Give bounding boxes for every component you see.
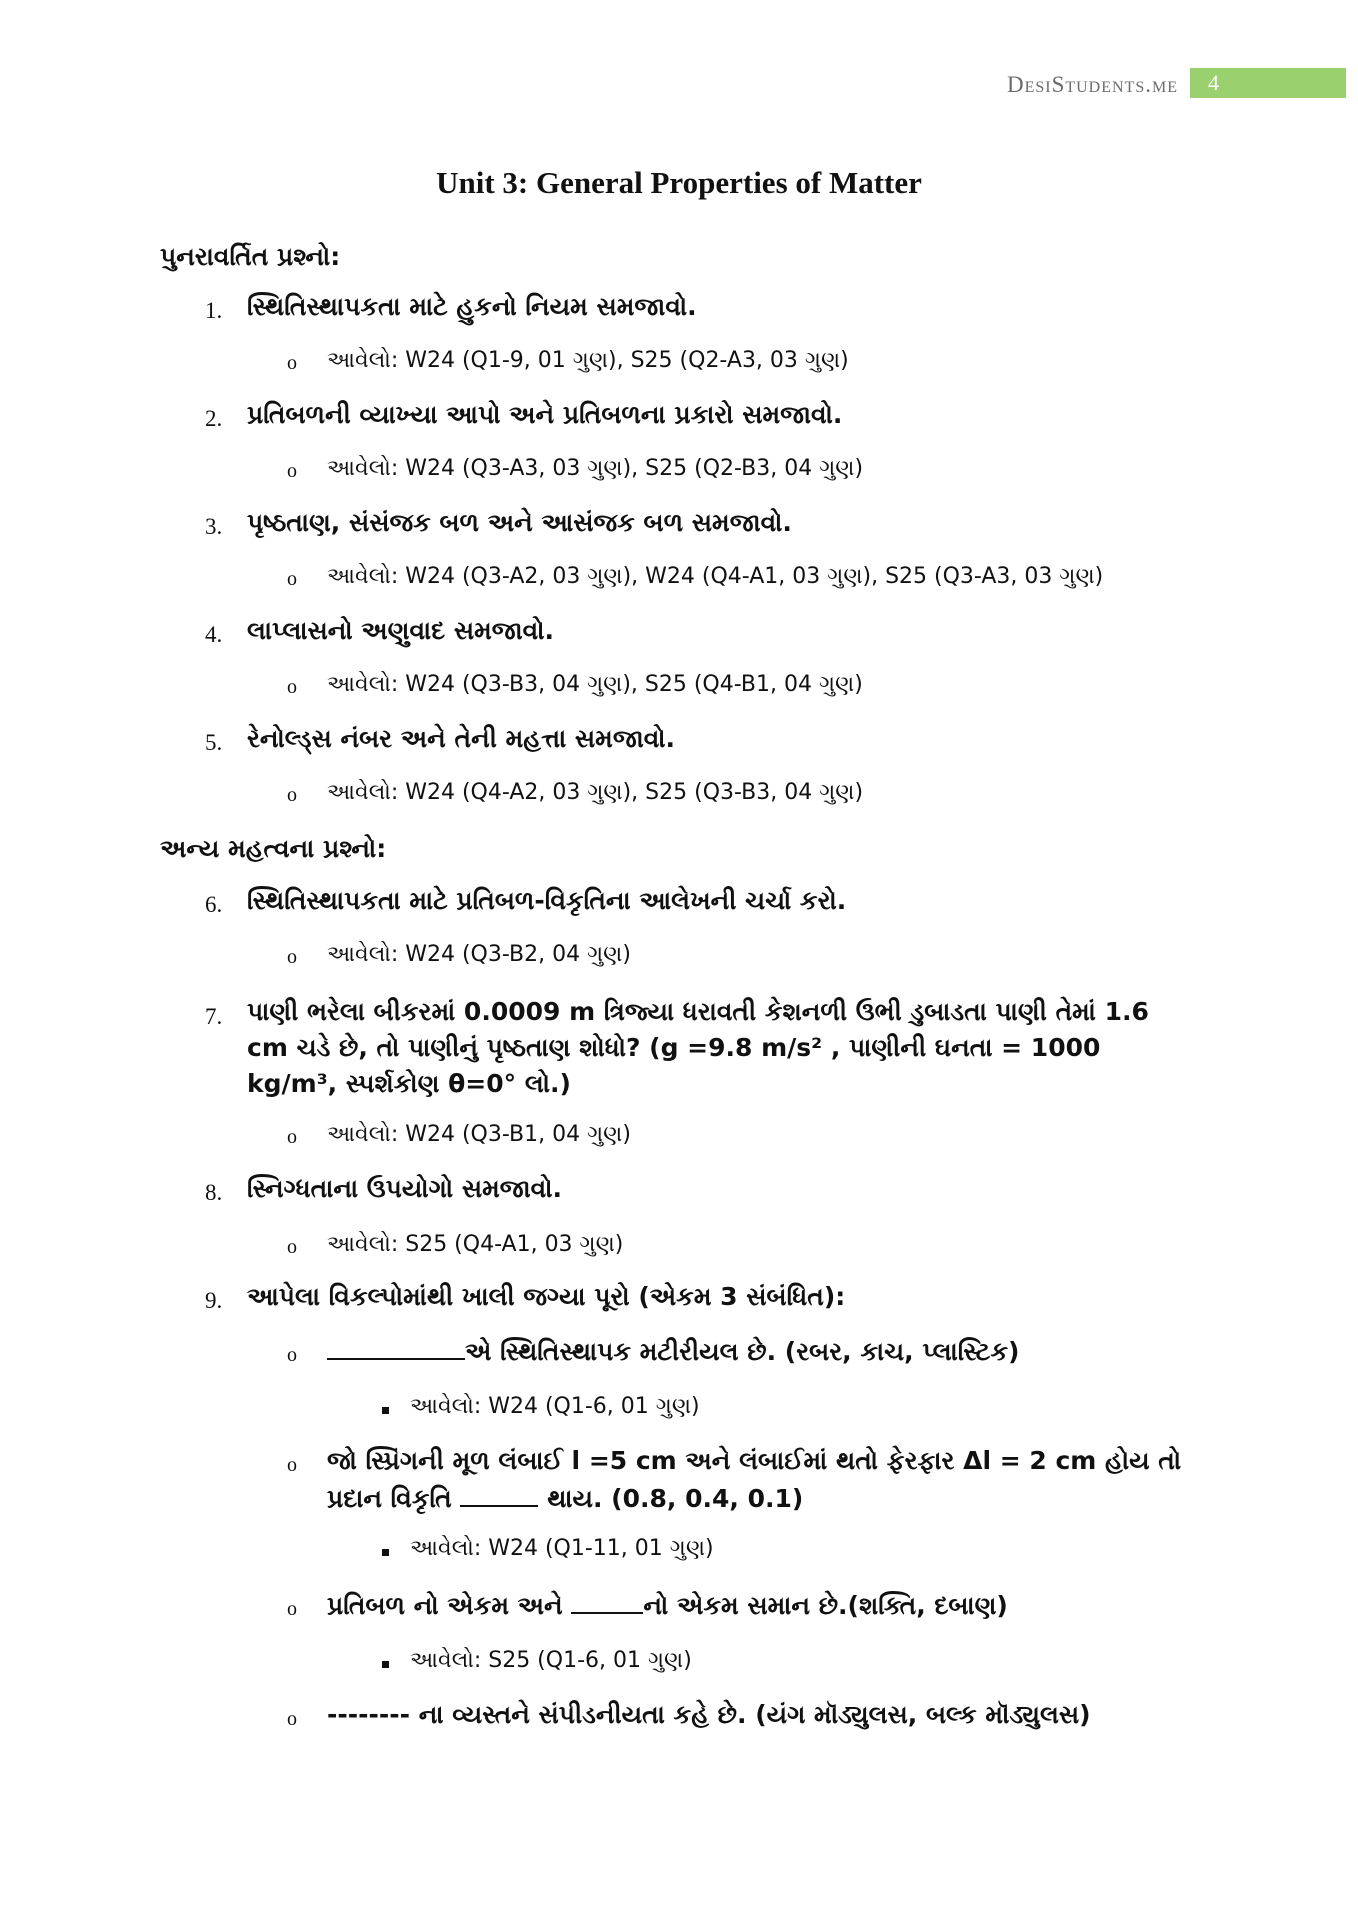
square-bullet-icon — [382, 1661, 389, 1668]
bullet-icon: o — [287, 352, 297, 374]
fill-blank-text: પ્રતિબળ નો એકમ અને — [327, 1591, 563, 1620]
bullet-icon: o — [287, 1598, 297, 1620]
question-number: 1. — [205, 298, 223, 323]
asked-info: આવેલો: W24 (Q3-B3, 04 ગુણ), S25 (Q4-B1, 04 ગુણ) — [327, 672, 863, 697]
page-title: Unit 3: General Properties of Matter — [436, 165, 922, 200]
bullet-icon: o — [287, 1708, 297, 1730]
question-number: 9. — [205, 1288, 223, 1313]
question-number: 4. — [205, 622, 223, 647]
asked-info: આવેલો: W24 (Q3-B1, 04 ગુણ) — [327, 1122, 631, 1147]
asked-info: આવેલો: S25 (Q1-6, 01 ગુણ) — [410, 1648, 692, 1673]
fill-blank-text: જો સ્પ્રિંગની મૂળ લંબાઈ l =5 cm અને લંબાઈમાં થતો ફેરફાર Δl = 2 cm હોય તો પ્રદાન વિકૃતિ — [327, 1446, 1182, 1513]
asked-info: આવેલો: W24 (Q4-A2, 03 ગુણ), S25 (Q3-B3, 04 ગુણ) — [327, 780, 864, 805]
site-name: DesiStudents.me — [1006, 72, 1178, 97]
question-text: લાપ્લાસનો અણુવાદ સમજાવો. — [247, 616, 554, 645]
fill-blank-text: નો એકમ સમાન છે.(શક્તિ, દબાણ) — [643, 1591, 1008, 1620]
page-number: 4 — [1208, 70, 1219, 95]
blank-line — [571, 1590, 643, 1614]
blank-line — [327, 1336, 465, 1360]
bullet-icon: o — [287, 676, 297, 698]
bullet-icon: o — [287, 1236, 297, 1258]
asked-info: આવેલો: W24 (Q1-6, 01 ગુણ) — [410, 1394, 700, 1419]
question-number: 2. — [205, 406, 223, 431]
bullet-icon: o — [287, 784, 297, 806]
section-heading-repeated: પુનરાવર્તિત પ્રશ્નો: — [160, 242, 341, 271]
question-text: પ્રતિબળની વ્યાખ્યા આપો અને પ્રતિબળના પ્રકારો સમજાવો. — [247, 400, 843, 429]
question-number: 6. — [205, 892, 223, 917]
bullet-icon: o — [287, 1126, 297, 1148]
question-text: પાણી ભરેલા બીકરમાં 0.0009 m ત્રિજ્યા ધરાવતી કેશનળી ઉભી ડુબાડતા પાણી તેમાં 1.6 cm ચડે છે, તો પાણીનું પૃષ્ઠતાણ શોધો? (g =9.8 m/s² , પાણીની ઘનતા = 1000 kg/m³, સ્પર્શકોણ θ=0° લો.) — [247, 997, 1149, 1098]
fill-blank-item — [327, 1700, 1091, 1730]
fill-blank-item — [327, 1590, 1008, 1621]
asked-info: આવેલો: S25 (Q4-A1, 03 ગુણ) — [327, 1232, 624, 1257]
question-text: રેનોલ્ડ્સ નંબર અને તેની મહત્તા સમજાવો. — [247, 724, 676, 753]
question-number: 5. — [205, 730, 223, 755]
square-bullet-icon — [382, 1407, 389, 1414]
bullet-icon: o — [287, 946, 297, 968]
fill-blank-text: થાય. (0.8, 0.4, 0.1) — [547, 1484, 804, 1513]
bullet-icon: o — [287, 1454, 297, 1476]
fill-blank-text: -------- — [327, 1700, 411, 1729]
question-number: 3. — [205, 514, 223, 539]
question-text: સ્થિતિસ્થાપકતા માટે હુકનો નિયમ સમજાવો. — [247, 292, 697, 321]
fill-blank-text: એ સ્થિતિસ્થાપક મટીરીયલ છે. (રબર, કાચ, પ્લાસ્ટિક) — [465, 1337, 1020, 1366]
question-text: પૃષ્ઠતાણ, સંસંજક બળ અને આસંજક બળ સમજાવો. — [247, 508, 792, 537]
question-number: 7. — [205, 1004, 223, 1029]
square-bullet-icon — [382, 1549, 389, 1556]
fill-blank-item — [327, 1336, 1019, 1367]
fill-blank-text: ના વ્યસ્તને સંપીડનીયતા કહે છે. (યંગ મૉડ્યુલસ, બલ્ક મૉડ્યુલસ) — [418, 1700, 1091, 1729]
question-text: આપેલા વિકલ્પોમાંથી ખાલી જગ્યા પૂરો (એકમ 3 સંબંધિત): — [247, 1282, 846, 1311]
asked-info: આવેલો: W24 (Q3-A3, 03 ગુણ), S25 (Q2-B3, 04 ગુણ) — [327, 456, 864, 481]
question-number: 8. — [205, 1180, 223, 1205]
blank-line — [460, 1483, 538, 1507]
asked-info: આવેલો: W24 (Q3-B2, 04 ગુણ) — [327, 942, 631, 967]
bullet-icon: o — [287, 568, 297, 590]
asked-info: આવેલો: W24 (Q1-9, 01 ગુણ), S25 (Q2-A3, 03 ગુણ) — [327, 348, 849, 373]
question-text: સ્થિતિસ્થાપકતા માટે પ્રતિબળ-વિકૃતિના આલેખની ચર્ચા કરો. — [247, 886, 847, 915]
bullet-icon: o — [287, 1344, 297, 1366]
asked-info: આવેલો: W24 (Q3-A2, 03 ગુણ), W24 (Q4-A1, 03 ગુણ), S25 (Q3-A3, 03 ગુણ) — [327, 564, 1104, 589]
section-heading-important: અન્ય મહત્વના પ્રશ્નો: — [160, 834, 387, 863]
question-text: સ્નિગ્ધતાના ઉપયોગો સમજાવો. — [247, 1174, 562, 1203]
bullet-icon: o — [287, 460, 297, 482]
fill-blank-item — [327, 1442, 1207, 1518]
asked-info: આવેલો: W24 (Q1-11, 01 ગુણ) — [410, 1536, 714, 1561]
